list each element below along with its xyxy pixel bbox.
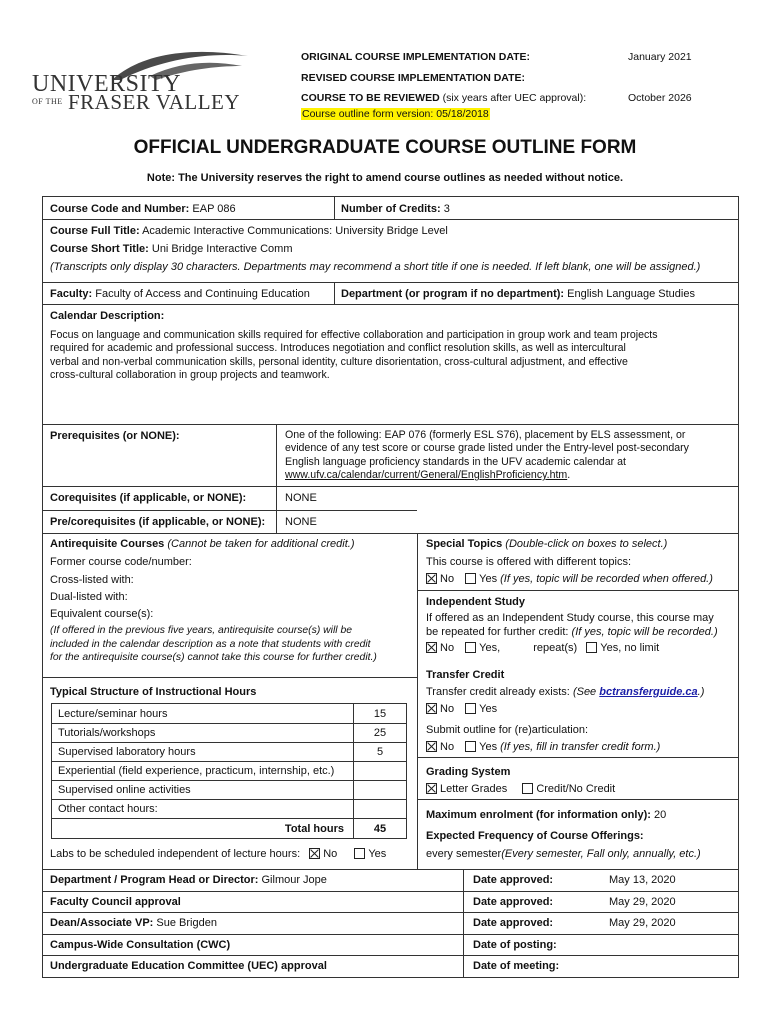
review-value: October 2026 — [628, 92, 692, 104]
coreq-value[interactable]: NONE — [285, 492, 317, 504]
hours-row-value[interactable]: 25 — [373, 727, 387, 739]
approval-date-label: Date approved: — [473, 896, 554, 908]
credits: Number of Credits: 3 — [341, 203, 450, 215]
department-value[interactable]: English Language Studies — [567, 288, 695, 300]
review-label: COURSE TO BE REVIEWED — [301, 92, 440, 104]
course-code: Course Code and Number: EAP 086 — [50, 203, 236, 215]
total-hours-label: Total hours — [284, 823, 344, 835]
transcript-note: (Transcripts only display 30 characters. Departments may recommend a short title if one is needed. If left blank, one will be assigned.) — [50, 261, 701, 273]
hours-row-value[interactable]: 5 — [376, 746, 384, 758]
approval-dean: Dean/Associate VP: Sue Brigden — [50, 917, 217, 929]
course-outline-form — [42, 196, 739, 978]
equivalent-field[interactable]: Equivalent course(s): — [50, 608, 154, 620]
logo-of-the: OF THE — [32, 97, 63, 106]
short-title-value[interactable]: Uni Bridge Interactive Comm — [151, 243, 293, 255]
short-title: Course Short Title: Uni Bridge Interactive Comm — [50, 243, 293, 255]
logo-university: UNIVERSITY — [32, 71, 181, 97]
logo-fraser-valley: FRASER VALLEY — [68, 90, 241, 114]
labs-no-checkbox[interactable] — [309, 848, 320, 859]
frequency-value[interactable]: every semester(Every semester, Fall only, annually, etc.) — [426, 848, 701, 860]
antireq-heading: Antirequisite Courses (Cannot be taken for additional credit.) — [50, 538, 355, 550]
full-title-value[interactable]: Academic Interactive Communications: University Bridge Level — [142, 225, 448, 237]
calendar-label: Calendar Description: — [50, 310, 165, 322]
special-yes-checkbox[interactable] — [465, 573, 476, 584]
disclaimer-note: Note: The University reserves the right to amend course outlines as needed without notice. — [146, 172, 624, 184]
former-code-field[interactable]: Former course code/number: — [50, 556, 192, 568]
hours-row-label: Lecture/seminar hours — [58, 708, 168, 720]
articulation-yes-checkbox[interactable] — [465, 741, 476, 752]
approval-date-value[interactable]: May 13, 2020 — [609, 874, 676, 886]
precoreq-value[interactable]: NONE — [285, 516, 317, 528]
special-no-checkbox[interactable] — [426, 573, 437, 584]
prereq-label: Prerequisites (or NONE): — [50, 430, 180, 442]
bctransferguide-link[interactable]: bctransferguide.ca — [599, 686, 698, 698]
faculty: Faculty: Faculty of Access and Continuing Education — [50, 288, 310, 300]
independent-no-checkbox[interactable] — [426, 642, 437, 653]
review-note: (six years after UEC approval): — [442, 92, 587, 104]
hours-row-label: Other contact hours: — [58, 803, 158, 815]
credits-value[interactable]: 3 — [443, 203, 450, 215]
special-topics-offered: This course is offered with different topics: — [426, 556, 632, 568]
special-topics-heading: Special Topics (Double-click on boxes to select.) — [426, 538, 668, 550]
labs-yes-checkbox[interactable] — [354, 848, 365, 859]
special-topics-options: No Yes (If yes, topic will be recorded when offered.) — [426, 572, 713, 586]
original-date-label: ORIGINAL COURSE IMPLEMENTATION DATE: — [301, 51, 531, 63]
independent-study-line1: If offered as an Independent Study course, this course may — [426, 612, 714, 624]
independent-study-line2: be repeated for further credit: (If yes, topic will be recorded.) — [426, 626, 718, 638]
independent-study-heading: Independent Study — [426, 596, 525, 608]
grading-heading: Grading System — [426, 766, 511, 778]
hours-row-label: Experiential (field experience, practicum, internship, etc.) — [58, 765, 335, 777]
independent-yes-checkbox[interactable] — [465, 642, 476, 653]
original-date-value: January 2021 — [628, 51, 692, 63]
hours-row-label: Supervised laboratory hours — [58, 746, 196, 758]
approval-dept-head: Department / Program Head or Director: Gilmour Jope — [50, 874, 327, 886]
english-proficiency-link[interactable]: www.ufv.ca/calendar/current/General/EnglishProficiency.htm — [285, 469, 568, 482]
hours-row-value[interactable]: 15 — [373, 708, 387, 720]
credit-no-credit-checkbox[interactable] — [522, 783, 533, 794]
page-title: OFFICIAL UNDERGRADUATE COURSE OUTLINE FORM — [133, 137, 637, 158]
labs-scheduled: Labs to be scheduled independent of lecture hours: No Yes — [50, 848, 387, 860]
transfer-submit: Submit outline for (re)articulation: — [426, 724, 589, 736]
transfer-yes-checkbox[interactable] — [465, 703, 476, 714]
approval-date-value[interactable]: May 29, 2020 — [609, 917, 676, 929]
faculty-value[interactable]: Faculty of Access and Continuing Education — [95, 288, 310, 300]
total-hours-value[interactable]: 45 — [373, 823, 387, 835]
frequency-label: Expected Frequency of Course Offerings: — [426, 830, 644, 842]
course-code-value[interactable]: EAP 086 — [192, 203, 236, 215]
approval-posting-label: Date of posting: — [473, 939, 557, 951]
revised-date-label: REVISED COURSE IMPLEMENTATION DATE: — [301, 72, 526, 84]
form-version: Course outline form version: 05/18/2018 — [302, 108, 489, 120]
transfer-credit-heading: Transfer Credit — [426, 669, 505, 681]
dual-listed-field[interactable]: Dual-listed with: — [50, 591, 128, 603]
max-enrolment: Maximum enrolment (for information only): 20 — [426, 809, 667, 821]
transfer-exists: Transfer credit already exists: (See bctransferguide.ca.) — [426, 686, 705, 698]
university-logo — [32, 46, 247, 121]
approval-date-label: Date approved: — [473, 917, 554, 929]
hours-row-label: Supervised online activities — [58, 784, 191, 796]
antireq-note: (If offered in the previous five years, antirequisite course(s) will be included in the calendar description as a note that students with credit for the antirequisite course(s) cannot take this course for further credit.) — [50, 625, 377, 663]
articulation-no-checkbox[interactable] — [426, 741, 437, 752]
approval-uec: Undergraduate Education Committee (UEC) approval — [50, 960, 327, 972]
approval-date-value[interactable]: May 29, 2020 — [609, 896, 676, 908]
max-enrolment-value[interactable]: 20 — [653, 809, 667, 821]
letter-grades-checkbox[interactable] — [426, 783, 437, 794]
approval-faculty-council: Faculty Council approval — [50, 896, 181, 908]
approval-meeting-label: Date of meeting: — [473, 960, 560, 972]
transfer-exists-options: No Yes — [426, 702, 497, 716]
precoreq-label: Pre/corequisites (if applicable, or NONE): — [50, 516, 266, 528]
independent-study-options: No Yes, repeat(s) Yes, no limit — [426, 641, 659, 655]
hours-title: Typical Structure of Instructional Hours — [50, 686, 257, 698]
hours-table — [51, 703, 407, 839]
independent-no-limit-checkbox[interactable] — [586, 642, 597, 653]
transfer-submit-options: No Yes (If yes, fill in transfer credit form.) — [426, 740, 660, 754]
department: Department (or program if no department): English Language Studies — [341, 288, 695, 300]
review-line — [301, 92, 586, 104]
transfer-no-checkbox[interactable] — [426, 703, 437, 714]
grading-options: Letter Grades Credit/No Credit — [426, 782, 615, 796]
cross-listed-field[interactable]: Cross-listed with: — [50, 574, 134, 586]
prereq-value[interactable]: One of the following: EAP 076 (formerly ESL S76), placement by ELS assessment, or evidence of any test score or course grade listed under the Entry-level post-secondary English language proficiency standards in the UFV academic calendar at www.ufv.ca/calendar/current/General/EnglishProficiency.htm. — [285, 429, 689, 482]
approval-cwc: Campus-Wide Consultation (CWC) — [50, 939, 231, 951]
hours-row-label: Tutorials/workshops — [58, 727, 156, 739]
full-title: Course Full Title: Academic Interactive Communications: University Bridge Level — [50, 225, 448, 237]
approval-date-label: Date approved: — [473, 874, 554, 886]
coreq-label: Corequisites (if applicable, or NONE): — [50, 492, 247, 504]
calendar-description[interactable]: Focus on language and communication skills required for effective collaboration and participation in group work and team projects required for academic and professional success. Introduces negotiation and conflict resolution skills, as well as intercultural verbal and non-verbal communication skills, personal identity, culture disorientation, cross-cultural adjustment, and effective cross-cultural collaboration in group projects and teamwork. — [50, 329, 658, 382]
